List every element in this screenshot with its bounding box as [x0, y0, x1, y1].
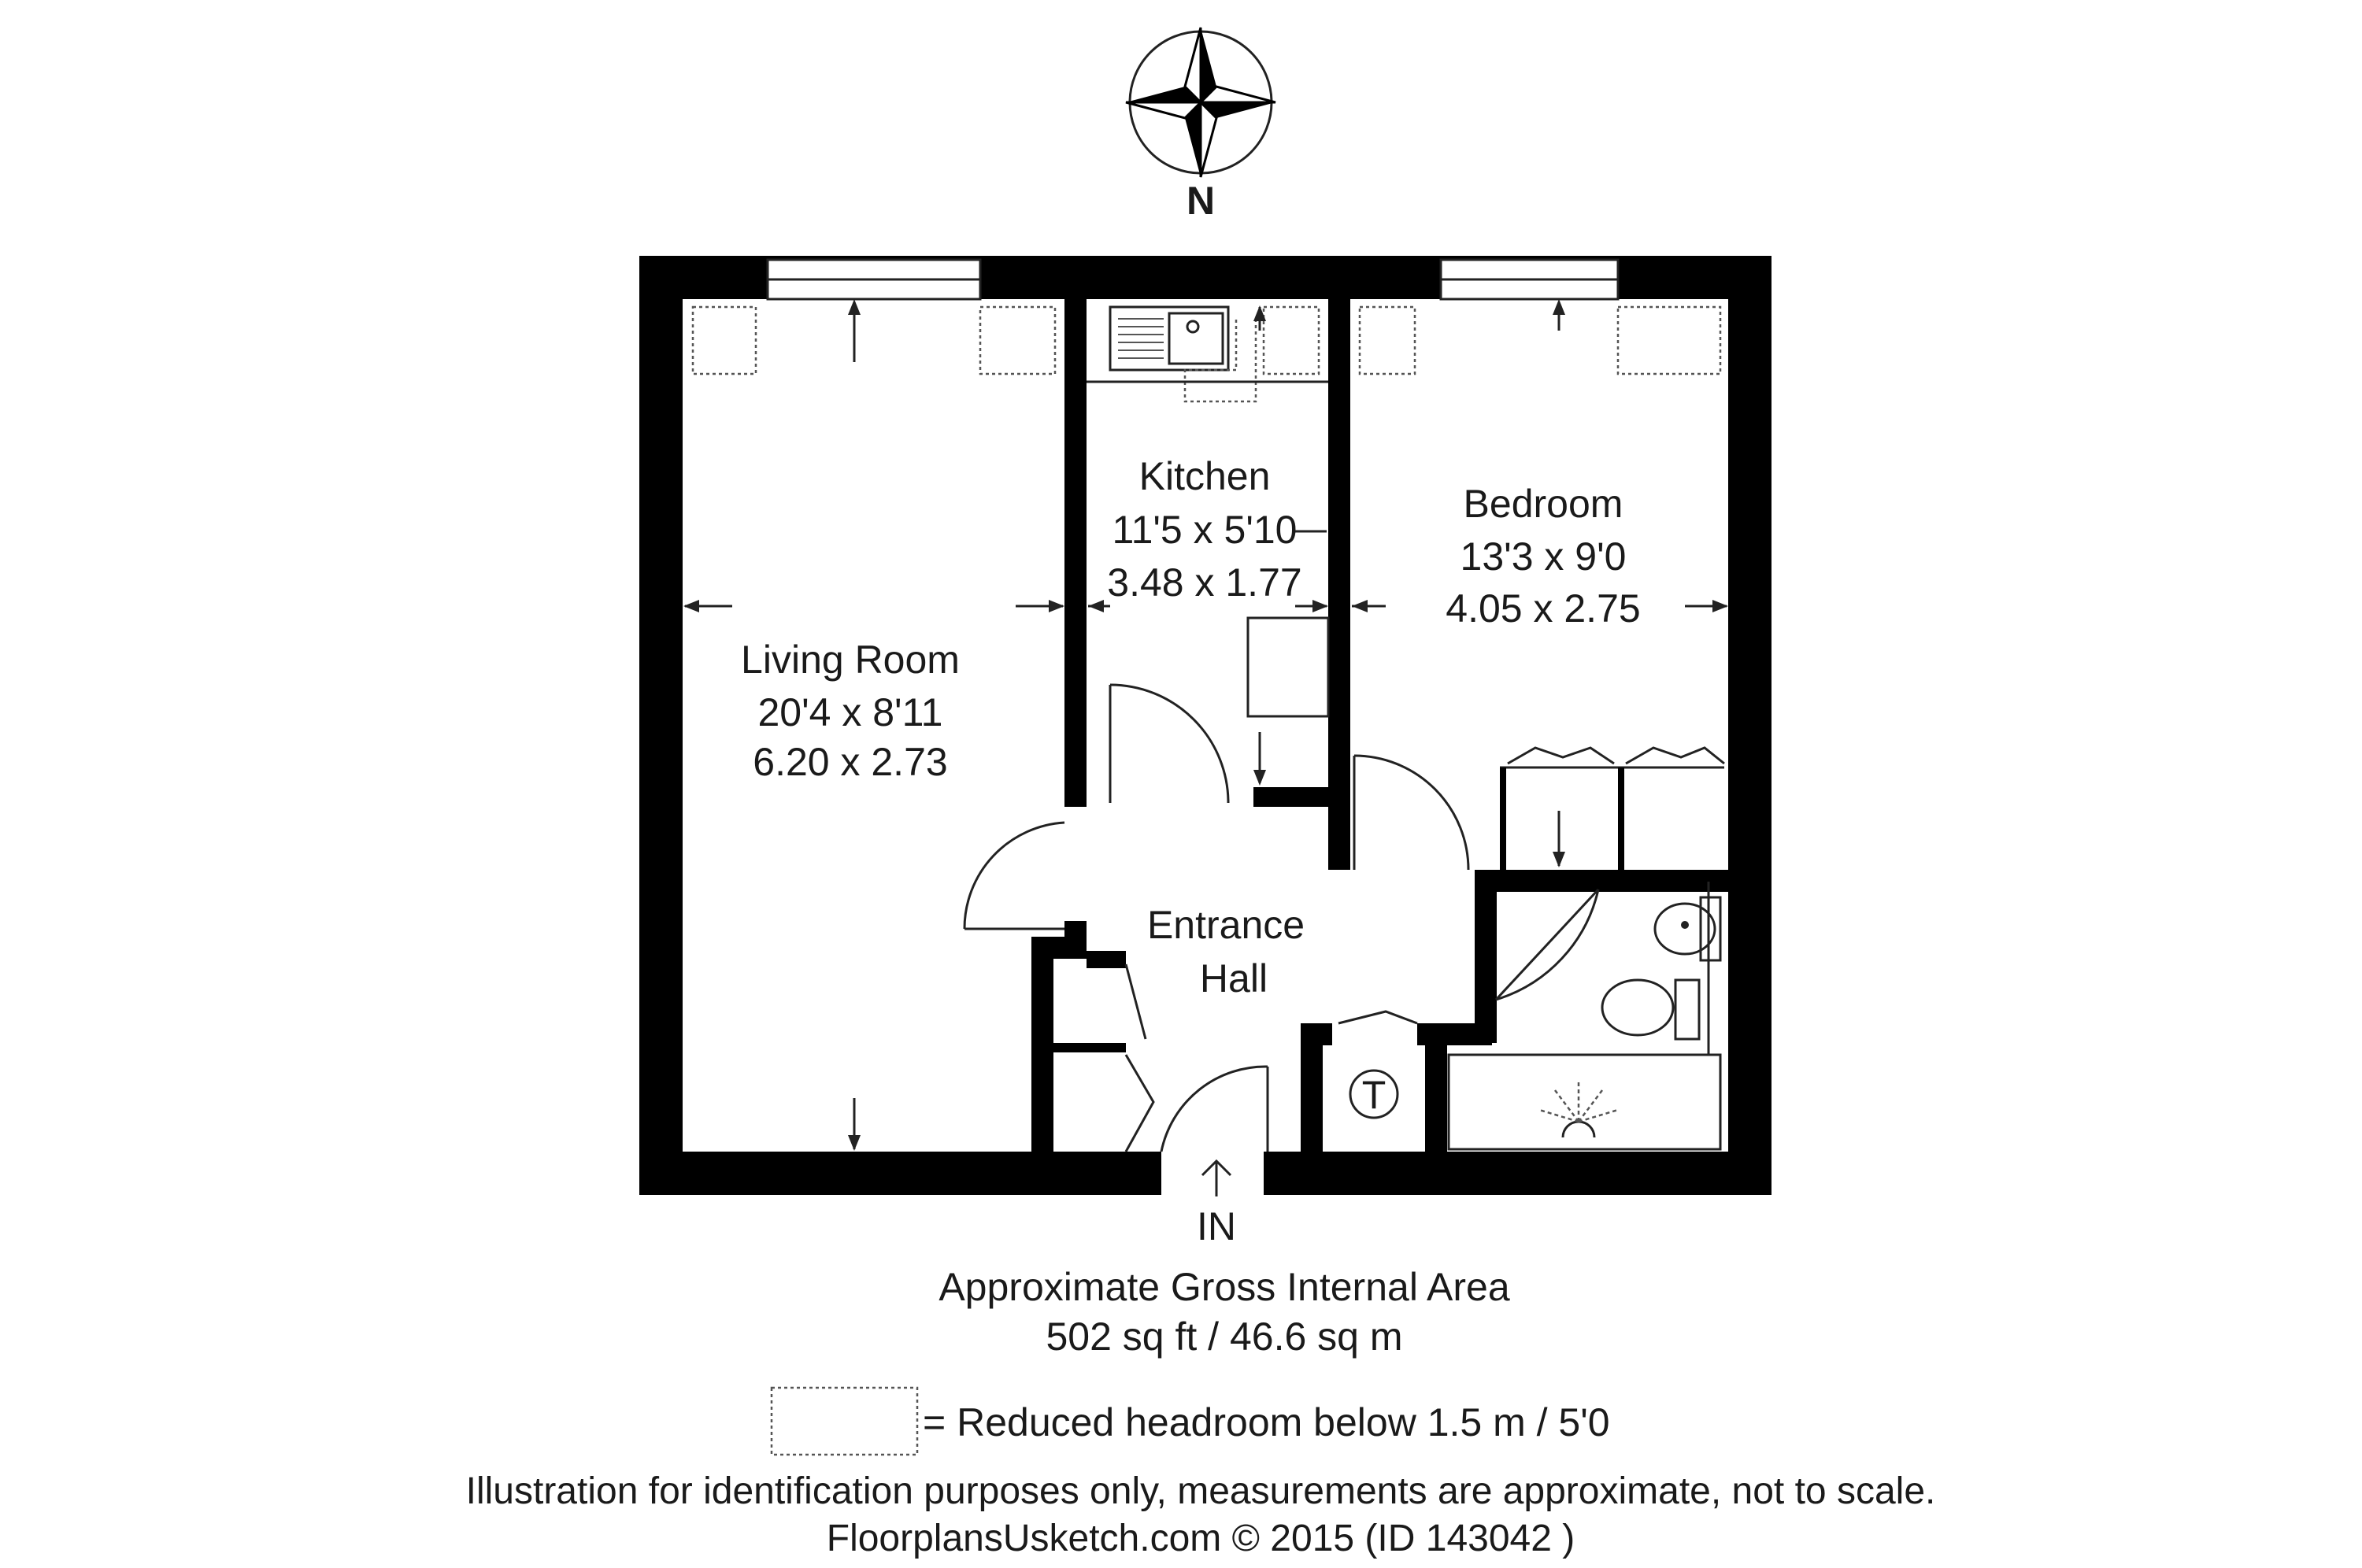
north-label: N — [1186, 179, 1216, 223]
entrance-arrow-icon — [1202, 1161, 1231, 1196]
legend-swatch — [772, 1388, 917, 1455]
area-title: Approximate Gross Internal Area — [939, 1265, 1510, 1309]
legend-text: = Reduced headroom below 1.5 m / 5'0 — [923, 1400, 1610, 1444]
door-bathroom — [1496, 889, 1598, 1000]
bedroom-name: Bedroom — [1463, 482, 1623, 526]
door-entrance — [1161, 1067, 1268, 1152]
kitchen-imperial: 11'5 x 5'10 — [1112, 508, 1298, 552]
window-bedroom — [1441, 260, 1618, 299]
area-value: 502 sq ft / 46.6 sq m — [1046, 1315, 1403, 1359]
kitchen-name: Kitchen — [1138, 454, 1271, 498]
toilet-icon — [1602, 980, 1699, 1039]
credit: FloorplansUsketch.com © 2015 (ID 143042 ) — [826, 1518, 1575, 1559]
cupboard-door-t — [1338, 1011, 1417, 1023]
compass-rose-icon — [1126, 28, 1275, 177]
wardrobe-bedroom — [1500, 748, 1724, 870]
living-room-name: Living Room — [741, 638, 960, 682]
washbasin-icon — [1655, 897, 1720, 960]
bedroom-imperial: 13'3 x 9'0 — [1460, 534, 1627, 579]
door-kitchen — [1110, 685, 1228, 803]
door-living — [964, 823, 1064, 929]
living-room-metric: 6.20 x 2.73 — [753, 740, 948, 784]
bedroom-metric: 4.05 x 2.75 — [1446, 586, 1641, 631]
kitchen-sink-icon — [1087, 307, 1328, 401]
kitchen-metric: 3.48 x 1.77 — [1107, 560, 1302, 605]
door-bedroom — [1354, 756, 1468, 870]
hall-label-line2: Hall — [1199, 956, 1268, 1000]
cupboard-symbol: T — [1361, 1073, 1386, 1117]
entrance-label: IN — [1197, 1204, 1236, 1248]
kitchen-worktop-unit — [1248, 618, 1328, 716]
disclaimer: Illustration for identification purposes only, measurements are approximate, not to scale. — [465, 1470, 1936, 1512]
window-living — [768, 260, 980, 299]
hall-label-line1: Entrance — [1146, 903, 1305, 947]
living-room-imperial: 20'4 x 8'11 — [757, 690, 943, 734]
interior-walls — [1031, 256, 1728, 1165]
